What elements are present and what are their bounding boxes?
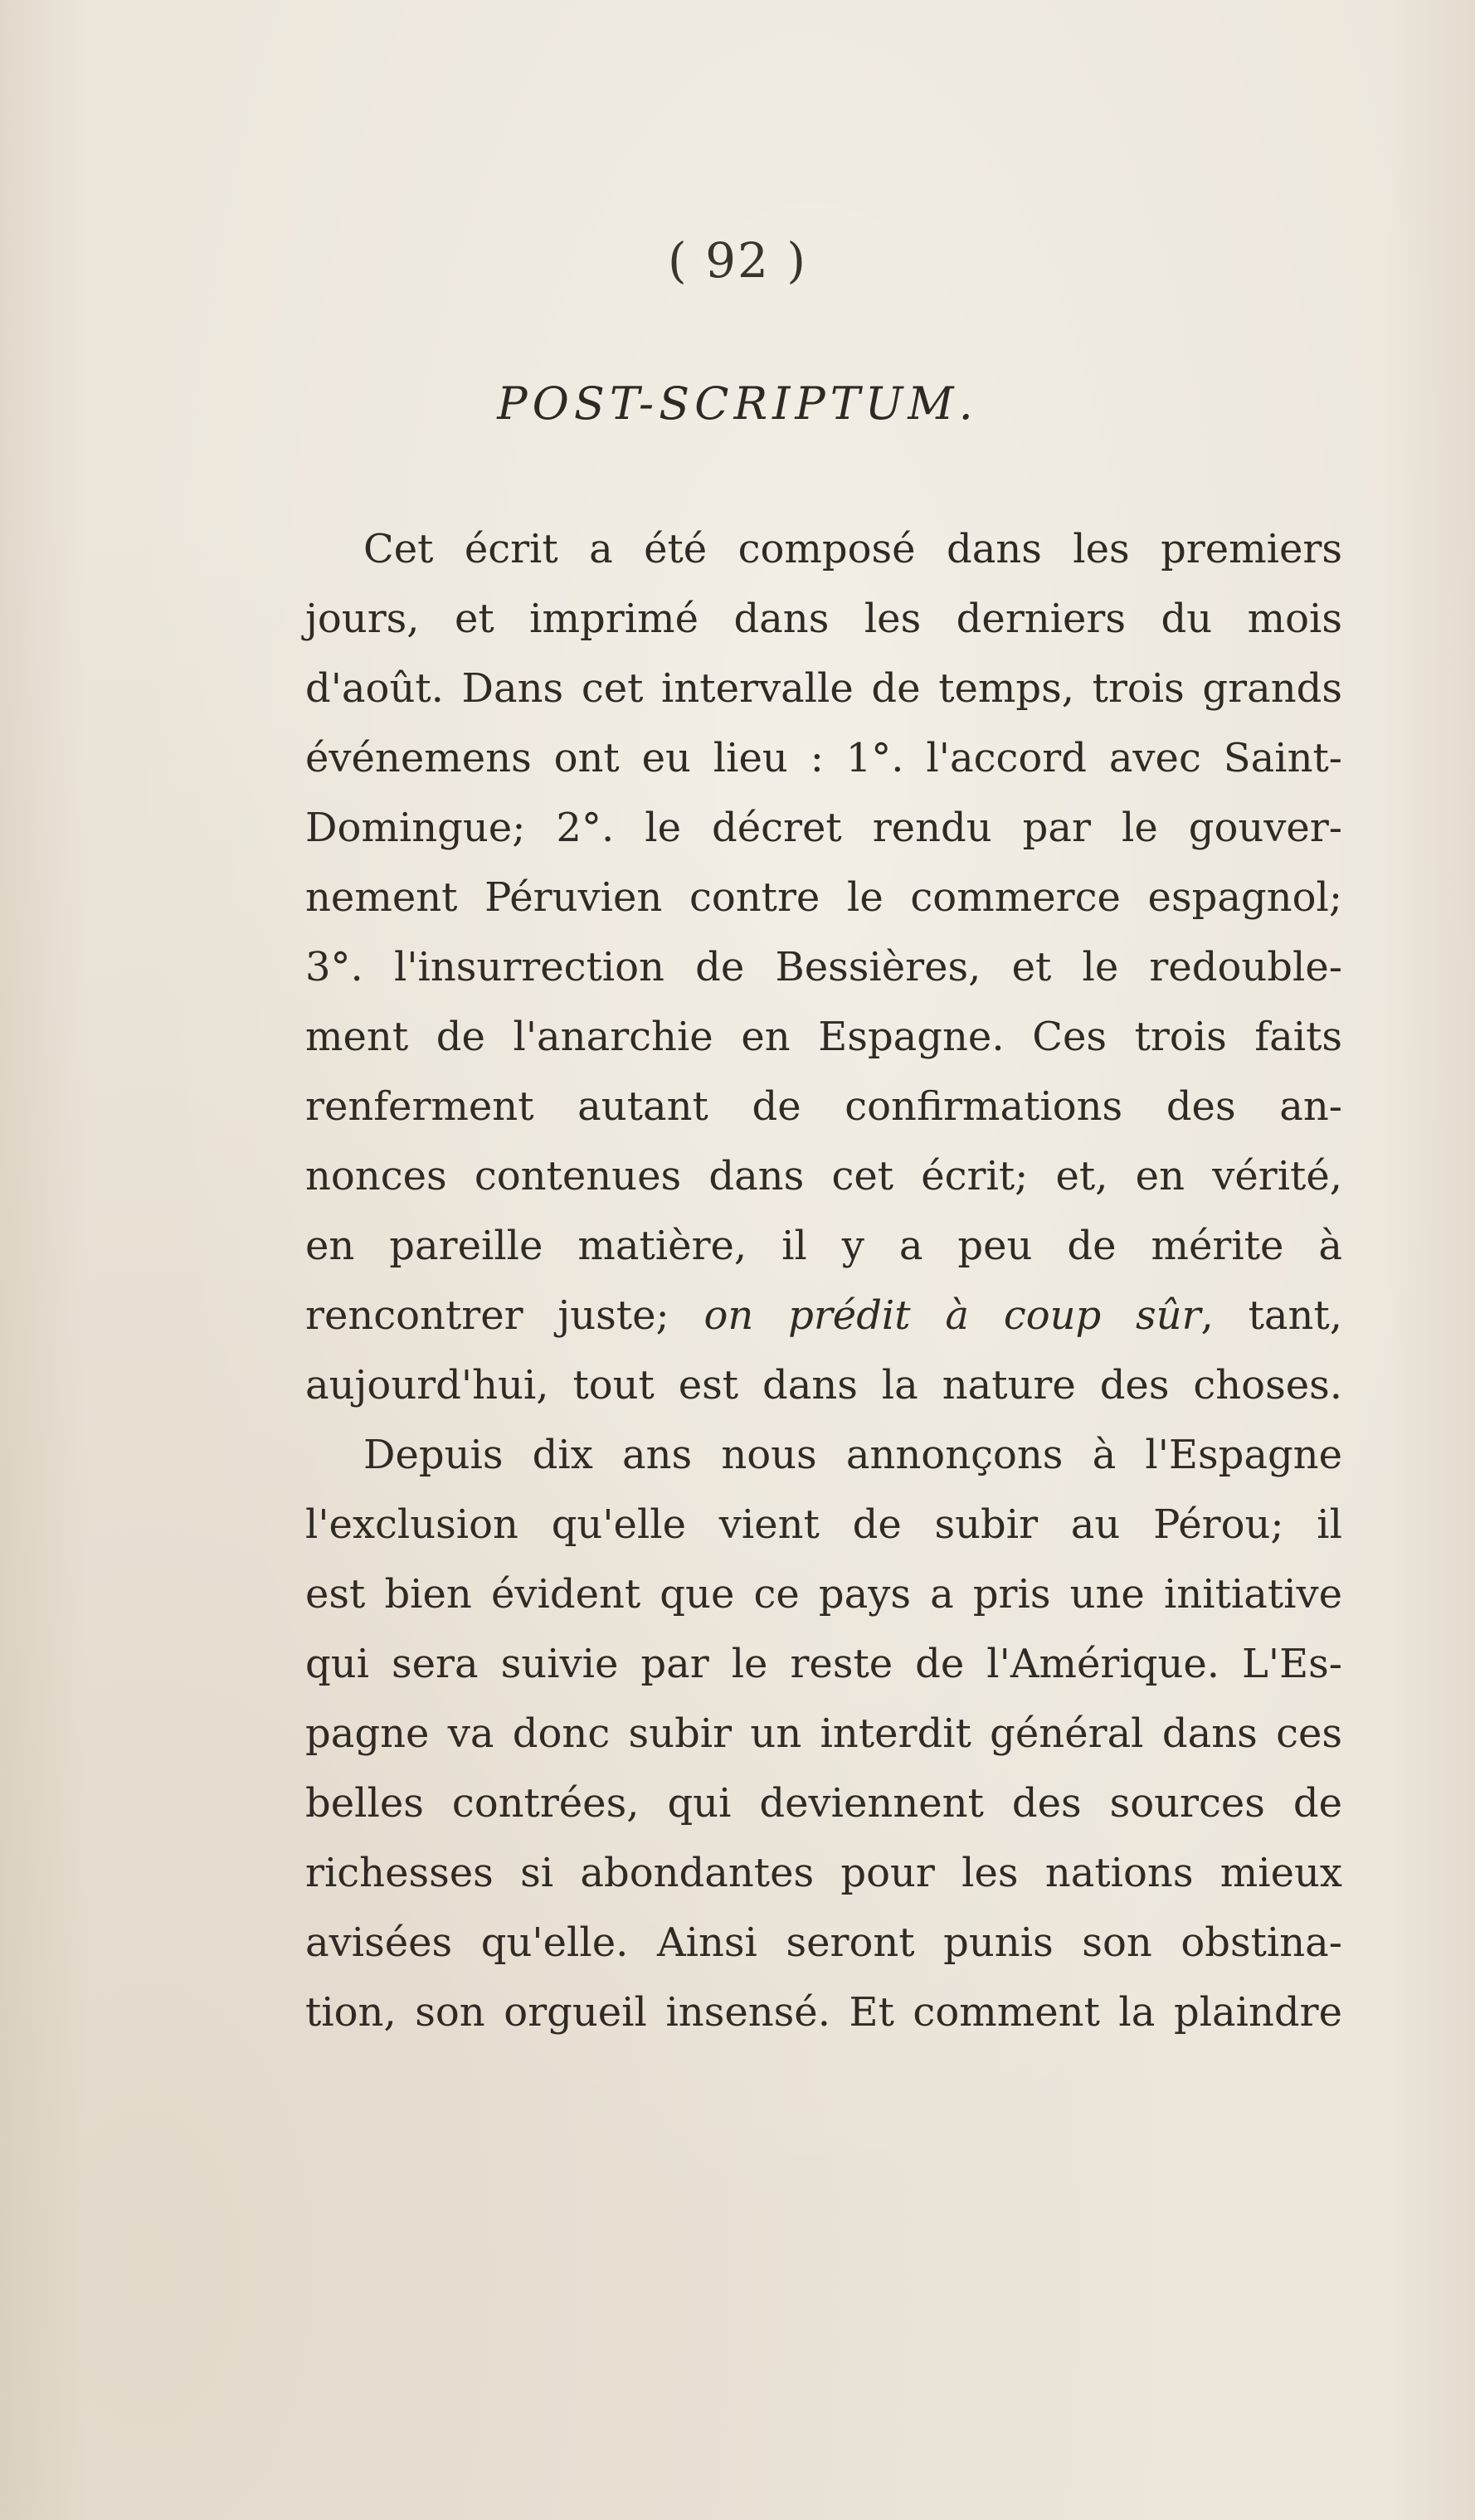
text-line: en pareille matière, il y a peu de mérite à — [305, 1223, 1342, 1269]
text-line: pagne va donc subir un interdit général dans ces — [305, 1710, 1342, 1757]
text-segment: rencontrer juste; — [305, 1292, 704, 1339]
section-heading: POST-SCRIPTUM. — [497, 377, 978, 430]
body-text — [305, 514, 1342, 2047]
text-line: richesses si abondantes pour les nations mieux — [305, 1850, 1342, 1896]
text-line: nement Péruvien contre le commerce espagnol; — [305, 874, 1342, 921]
italic-phrase: on prédit à coup sûr — [703, 1292, 1201, 1339]
text-line: Cet écrit a été composé dans les premiers — [363, 526, 1342, 572]
text-line: est bien évident que ce pays a pris une initiative — [305, 1571, 1342, 1618]
page-number: ( 92 ) — [668, 232, 807, 289]
text-line: l'exclusion qu'elle vient de subir au Pérou; il — [305, 1501, 1342, 1548]
text-line: Depuis dix ans nous annonçons à l'Espagne — [363, 1432, 1342, 1478]
text-line: Domingue; 2°. le décret rendu par le gouver- — [305, 805, 1342, 851]
text-line: belles contrées, qui deviennent des sources de — [305, 1780, 1342, 1827]
text-line: qui sera suivie par le reste de l'Amérique. L'Es- — [305, 1641, 1342, 1687]
text-line: d'août. Dans cet intervalle de temps, trois grands — [305, 665, 1342, 712]
text-line: tion, son orgueil insensé. Et comment la plaindre — [305, 1989, 1342, 2036]
text-line: événemens ont eu lieu : 1°. l'accord avec Saint- — [305, 735, 1342, 781]
text-line: 3°. l'insurrection de Bessières, et le redouble- — [305, 944, 1342, 990]
text-line: nonces contenues dans cet écrit; et, en vérité, — [305, 1153, 1342, 1199]
text-line: jours, et imprimé dans les derniers du mois — [305, 596, 1342, 642]
text-segment: , tant, — [1200, 1292, 1342, 1339]
text-line: renferment autant de confirmations des an- — [305, 1083, 1342, 1130]
text-line: avisées qu'elle. Ainsi seront punis son obstina- — [305, 1919, 1342, 1966]
text-line: ment de l'anarchie en Espagne. Ces trois faits — [305, 1014, 1342, 1060]
text-line: aujourd'hui, tout est dans la nature des choses. — [305, 1362, 1342, 1408]
text-line-mixed — [305, 1281, 1342, 1350]
